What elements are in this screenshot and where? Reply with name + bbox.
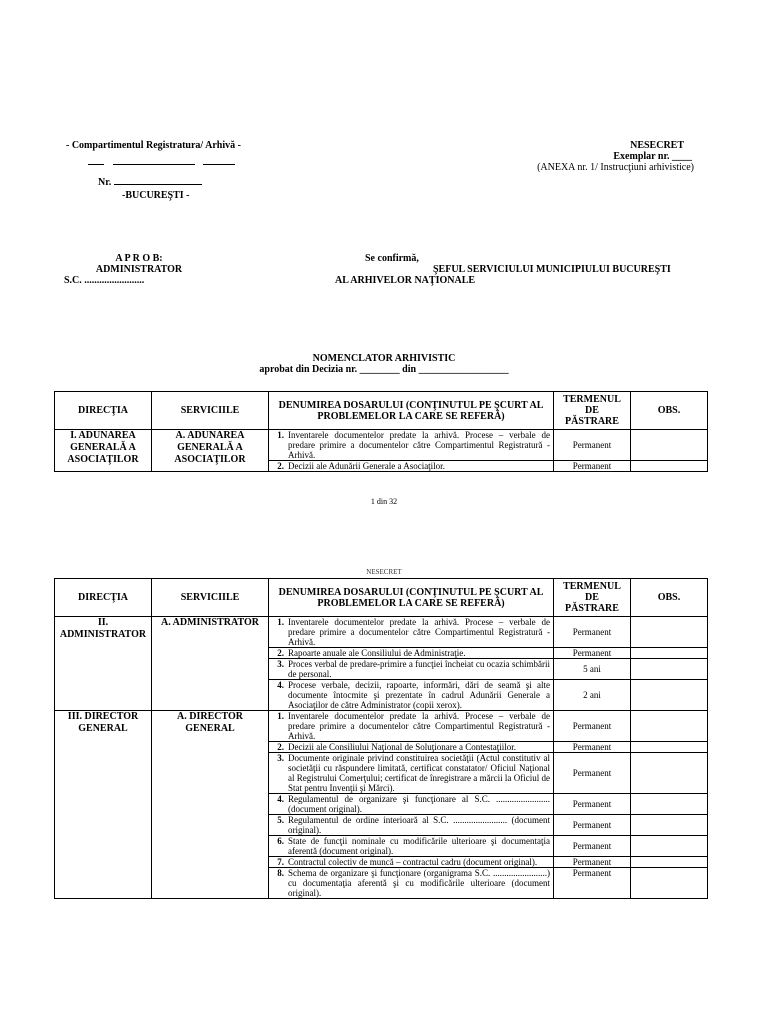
exemplar: Exemplar nr. ____ <box>613 151 692 162</box>
col-termenul: TERMENUL DE PĂSTRARE <box>554 392 631 430</box>
row-text: Proces verbal de predare-primire a funcţiei încheiat cu ocazia schimbării de personal. <box>286 659 554 680</box>
confirm-title: Se confirmă, <box>365 253 419 264</box>
row-number: 2. <box>269 461 287 472</box>
col-directia: DIRECŢIA <box>55 392 152 430</box>
table-row <box>55 617 708 648</box>
row-number: 1. <box>269 617 287 648</box>
nomenclator-heading <box>0 353 768 375</box>
row-obs <box>631 857 708 868</box>
row-text: Inventarele documentelor predate la arhivă. Procese – verbale de predare primire a documentelor către Compartimentul Registratură - Arhivă. <box>286 711 554 742</box>
row-term: Permanent <box>554 430 631 461</box>
row-text: Regulamentul de organizare şi funcţionare al S.C. ........................ (document original). <box>286 794 554 815</box>
approve-sc: S.C. ........................ <box>64 275 145 286</box>
table-header-row <box>55 579 708 617</box>
table-header-row <box>55 392 708 430</box>
header-blank-lines <box>66 154 241 165</box>
row-obs <box>631 742 708 753</box>
col-directia: DIRECŢIA <box>55 579 152 617</box>
row-number: 7. <box>269 857 287 868</box>
service-cell: A. DIRECTOR GENERAL <box>152 711 269 899</box>
row-obs <box>631 680 708 711</box>
page2-classification: NESECRET <box>366 568 402 576</box>
row-term: Permanent <box>554 836 631 857</box>
row-text: State de funcţii nominale cu modificările ulterioare şi documentaţia aferentă (document original). <box>286 836 554 857</box>
header-left <box>66 140 241 165</box>
row-text: Decizii ale Consiliului Naţional de Soluţionare a Contestaţiilor. <box>286 742 554 753</box>
row-text: Rapoarte anuale ale Consiliului de Administraţie. <box>286 648 554 659</box>
row-text: Contractul colectiv de muncă – contractul cadru (document original). <box>286 857 554 868</box>
row-term: Permanent <box>554 753 631 794</box>
row-text: Regulamentul de ordine interioară al S.C. ........................ (document original). <box>286 815 554 836</box>
confirm-line1: ŞEFUL SERVICIULUI MUNICIPIULUI BUCUREŞTI <box>433 264 671 275</box>
col-obs: OBS. <box>631 579 708 617</box>
nomenclator-title: NOMENCLATOR ARHIVISTIC <box>312 353 456 364</box>
confirm-block <box>335 253 695 286</box>
service-cell: A. ADMINISTRATOR <box>152 617 269 711</box>
row-number: 3. <box>269 659 287 680</box>
row-term: Permanent <box>554 617 631 648</box>
table-row <box>55 711 708 742</box>
row-term: 5 ani <box>554 659 631 680</box>
approve-title: A P R O B: <box>115 253 163 264</box>
table-row <box>55 430 708 461</box>
row-number: 4. <box>269 680 287 711</box>
row-text: Procese verbale, decizii, rapoarte, informări, dări de seamă şi alte documente întocmite şi prezentate în cadrul Adunării Generale a Asociaţilor de către Administrator (copii xerox). <box>286 680 554 711</box>
nomenclator-table-page2 <box>54 578 708 899</box>
classification: NESECRET <box>630 140 684 151</box>
row-obs <box>631 868 708 899</box>
nomenclator-table-page1 <box>54 391 708 472</box>
row-number: 6. <box>269 836 287 857</box>
row-term: Permanent <box>554 742 631 753</box>
row-text: Inventarele documentelor predate la arhivă. Procese – verbale de predare primire a documentelor către Compartimentul Registratură - Arhivă. <box>286 430 554 461</box>
col-termenul: TERMENUL DE PĂSTRARE <box>554 579 631 617</box>
row-obs <box>631 836 708 857</box>
row-obs <box>631 794 708 815</box>
row-number: 1. <box>269 711 287 742</box>
row-text: Inventarele documentelor predate la arhivă. Procese – verbale de predare primire a documentelor către Compartimentul Registratură - Arhivă. <box>286 617 554 648</box>
row-term: Permanent <box>554 868 631 899</box>
row-number: 2. <box>269 742 287 753</box>
row-number: 2. <box>269 648 287 659</box>
row-term: Permanent <box>554 461 631 472</box>
nomenclator-subtitle: aprobat din Decizia nr. ________ din __________________ <box>259 364 509 375</box>
row-obs <box>631 648 708 659</box>
row-term: Permanent <box>554 815 631 836</box>
row-obs <box>631 659 708 680</box>
row-term: Permanent <box>554 794 631 815</box>
row-number: 5. <box>269 815 287 836</box>
row-number: 1. <box>269 430 287 461</box>
direction-cell: I. ADUNAREA GENERALĂ A ASOCIAŢILOR <box>55 430 152 472</box>
approve-role: ADMINISTRATOR <box>95 264 183 275</box>
confirm-line2: AL ARHIVELOR NAŢIONALE <box>335 275 476 286</box>
row-text: Decizii ale Adunării Generale a Asociaţilor. <box>286 461 554 472</box>
row-term: Permanent <box>554 648 631 659</box>
row-obs <box>631 461 708 472</box>
col-obs: OBS. <box>631 392 708 430</box>
col-denumirea: DENUMIREA DOSARULUI (CONŢINUTUL PE ŞCURT AL PROBLEMELOR LA CARE SE REFERĂ) <box>269 579 554 617</box>
row-number: 4. <box>269 794 287 815</box>
row-obs <box>631 753 708 794</box>
approve-block <box>64 253 214 286</box>
col-serviciile: SERVICIILE <box>152 392 269 430</box>
anexa: (ANEXA nr. 1/ Instrucţiuni arhivistice) <box>537 162 694 173</box>
service-cell: A. ADUNAREA GENERALĂ A ASOCIAŢILOR <box>152 430 269 472</box>
row-term: Permanent <box>554 857 631 868</box>
direction-cell: III. DIRECTOR GENERAL <box>55 711 152 899</box>
direction-cell: II. ADMINISTRATOR <box>55 617 152 711</box>
row-number: 8. <box>269 868 287 899</box>
row-number: 3. <box>269 753 287 794</box>
row-obs <box>631 815 708 836</box>
row-term: 2 ani <box>554 680 631 711</box>
nr-line: Nr. <box>98 176 202 188</box>
col-serviciile: SERVICIILE <box>152 579 269 617</box>
row-obs <box>631 711 708 742</box>
page-number: 1 din 32 <box>370 497 398 506</box>
row-text: Schema de organizare şi funcţionare (organigrama S.C. ........................) cu documentaţia aferentă şi cu modificările ulterioare (document original). <box>286 868 554 899</box>
compartiment-title: - Compartimentul Registratura/ Arhivă - <box>66 140 241 151</box>
city: -BUCUREŞTI - <box>122 190 190 201</box>
row-term: Permanent <box>554 711 631 742</box>
row-obs <box>631 430 708 461</box>
row-text: Documente originale privind constituirea societăţii (Actul constitutiv al societăţii cu răspundere limitată, certificat constatator/ Oficiul Naţional al Registrului Comerţului; certificat de înregistrare a mărcii la Oficiul de Stat pentru Invenţii şi Mărci). <box>286 753 554 794</box>
col-denumirea: DENUMIREA DOSARULUI (CONŢINUTUL PE ŞCURT AL PROBLEMELOR LA CARE SE REFERĂ) <box>269 392 554 430</box>
row-obs <box>631 617 708 648</box>
header-right <box>537 140 692 173</box>
